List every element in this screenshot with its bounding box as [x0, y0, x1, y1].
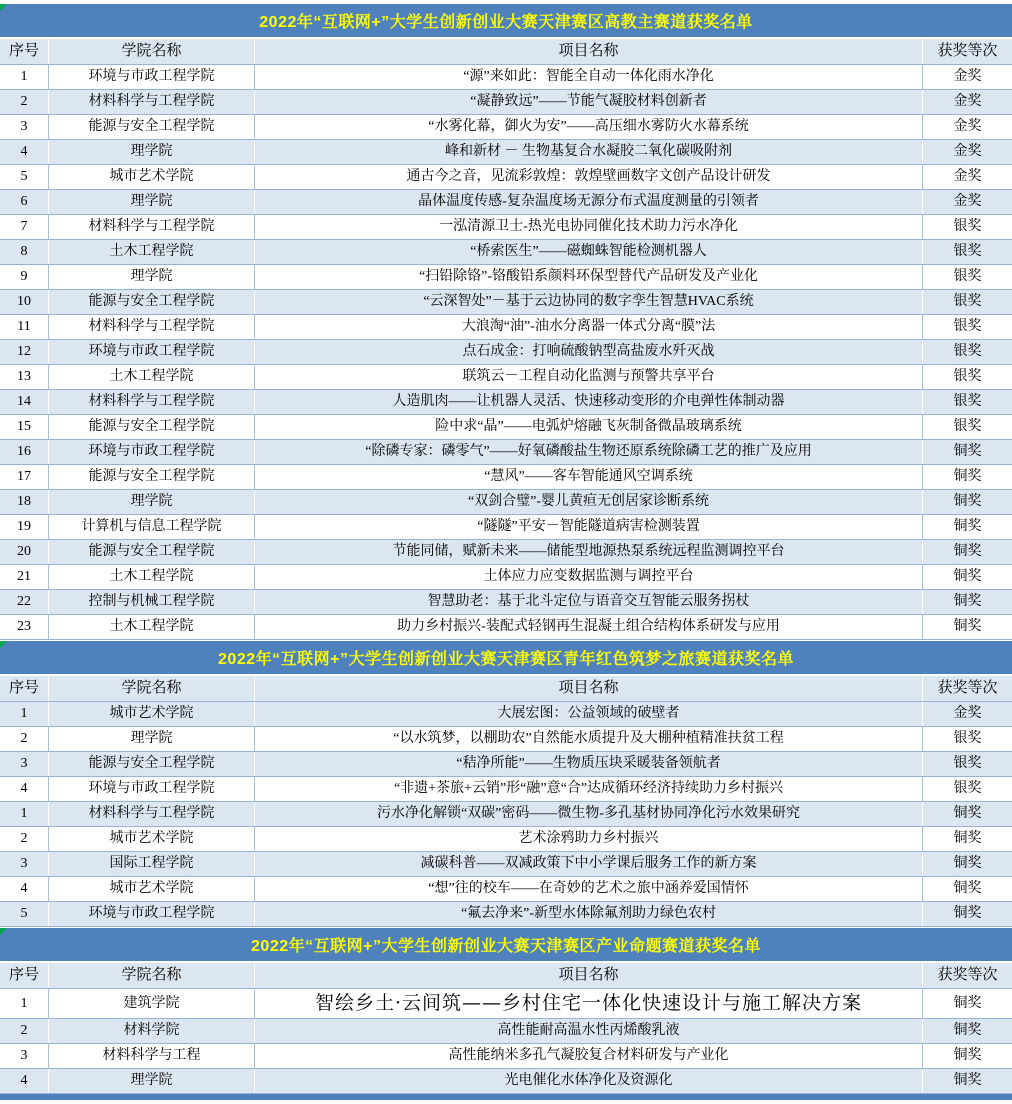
- cell-award[interactable]: 金奖: [922, 165, 1012, 189]
- cell-serial[interactable]: 1: [20, 806, 28, 821]
- cell-serial[interactable]: 4: [20, 881, 28, 896]
- cell-college[interactable]: 理学院: [48, 1069, 254, 1093]
- cell-award[interactable]: 铜奖: [922, 465, 1012, 489]
- column-header-college: 学院名称: [48, 676, 254, 701]
- cell-award[interactable]: 银奖: [922, 290, 1012, 314]
- table-row: [0, 752, 1012, 777]
- table-row: [0, 1069, 1012, 1094]
- table-row: [0, 702, 1012, 727]
- table-row: [0, 1044, 1012, 1069]
- table-row: [0, 540, 1012, 565]
- cell-serial[interactable]: 18: [17, 494, 31, 509]
- cell-serial[interactable]: 5: [20, 169, 28, 184]
- cell-serial[interactable]: 3: [20, 119, 28, 134]
- cell-college[interactable]: 能源与安全工程学院: [48, 752, 254, 776]
- column-header-college: 学院名称: [48, 39, 254, 64]
- column-header-row: [0, 39, 1012, 65]
- section-title: 2022年“互联网+”大学生创新创业大赛天津赛区高教主赛道获奖名单: [259, 14, 753, 31]
- table-row: [0, 365, 1012, 390]
- cell-award[interactable]: 铜奖: [922, 440, 1012, 464]
- column-header-row: [0, 963, 1012, 989]
- table-row: [0, 315, 1012, 340]
- cell-award[interactable]: 银奖: [922, 240, 1012, 264]
- cell-project[interactable]: “想”往的校车——在奇妙的艺术之旅中涵养爱国情怀: [254, 877, 922, 901]
- cell-college[interactable]: 理学院: [48, 140, 254, 164]
- table-row: [0, 465, 1012, 490]
- cell-college[interactable]: 环境与市政工程学院: [48, 65, 254, 89]
- cell-project[interactable]: 联筑云－工程自动化监测与预警共享平台: [254, 365, 922, 389]
- cell-college[interactable]: 材料学院: [48, 1019, 254, 1043]
- table-row: [0, 340, 1012, 365]
- cell-serial[interactable]: 4: [20, 781, 28, 796]
- cell-project[interactable]: 通古今之音，见流彩敦煌：敦煌壁画数字文创产品设计研发: [254, 165, 922, 189]
- cell-college[interactable]: 材料科学与工程学院: [48, 315, 254, 339]
- cell-college[interactable]: 理学院: [48, 190, 254, 214]
- section-title-bar: [0, 928, 1012, 961]
- cell-college[interactable]: 土木工程学院: [48, 240, 254, 264]
- cell-project[interactable]: 点石成金：打响硫酸钠型高盐废水歼灭战: [254, 340, 922, 364]
- cell-project[interactable]: 大浪淘“油”-油水分离器一体式分离“膜”法: [254, 315, 922, 339]
- column-header-award: 获奖等次: [922, 676, 1012, 701]
- cell-serial[interactable]: 3: [20, 856, 28, 871]
- cell-college[interactable]: 理学院: [48, 490, 254, 514]
- green-triangle-icon: [0, 4, 7, 11]
- column-header-college: 学院名称: [48, 963, 254, 988]
- column-header-award: 获奖等次: [922, 963, 1012, 988]
- cell-project[interactable]: “扫铅除铬”-铬酸铅系颜料环保型替代产品研发及产业化: [254, 265, 922, 289]
- green-triangle-icon: [0, 928, 7, 935]
- table-row: [0, 265, 1012, 290]
- cell-serial[interactable]: 12: [17, 344, 31, 359]
- cell-project[interactable]: 高性能耐高温水性丙烯酸乳液: [254, 1019, 922, 1043]
- cell-college[interactable]: 理学院: [48, 727, 254, 751]
- cell-college[interactable]: 环境与市政工程学院: [48, 777, 254, 801]
- cell-project[interactable]: 智绘乡土·云间筑——乡村住宅一体化快速设计与施工解决方案: [254, 989, 922, 1018]
- cell-college[interactable]: 理学院: [48, 265, 254, 289]
- cell-serial[interactable]: 19: [17, 519, 31, 534]
- table-row: [0, 140, 1012, 165]
- cell-project[interactable]: 艺术涂鸦助力乡村振兴: [254, 827, 922, 851]
- section-title-bar: [0, 4, 1012, 37]
- cell-project[interactable]: 节能同储，赋新未来——储能型地源热泵系统远程监测调控平台: [254, 540, 922, 564]
- cell-project[interactable]: “隧隧”平安－智能隧道病害检测装置: [254, 515, 922, 539]
- cell-project[interactable]: 一泓清源卫士-热光电协同催化技术助力污水净化: [254, 215, 922, 239]
- cell-serial[interactable]: 3: [20, 1048, 28, 1063]
- table-row: [0, 515, 1012, 540]
- cell-college[interactable]: 能源与安全工程学院: [48, 290, 254, 314]
- table-row: [0, 390, 1012, 415]
- table-row: [0, 240, 1012, 265]
- column-header-project: 项目名称: [254, 676, 922, 701]
- cell-award[interactable]: 银奖: [922, 215, 1012, 239]
- cell-college[interactable]: 土木工程学院: [48, 615, 254, 639]
- cell-college[interactable]: 材料科学与工程学院: [48, 802, 254, 826]
- cell-college[interactable]: 材料科学与工程学院: [48, 215, 254, 239]
- table-row: [0, 802, 1012, 827]
- column-header-no: 序号: [8, 967, 39, 983]
- cell-college[interactable]: 能源与安全工程学院: [48, 115, 254, 139]
- column-header-no: 序号: [8, 43, 39, 59]
- table-row: [0, 590, 1012, 615]
- cell-project[interactable]: 减碳科普——双减政策下中小学课后服务工作的新方案: [254, 852, 922, 876]
- cell-award[interactable]: 铜奖: [922, 590, 1012, 614]
- table-row: [0, 65, 1012, 90]
- cell-award[interactable]: 铜奖: [922, 989, 1012, 1018]
- cell-award[interactable]: 银奖: [922, 777, 1012, 801]
- cell-serial[interactable]: 1: [20, 706, 28, 721]
- cell-project[interactable]: “以水筑梦，以棚助农”自然能水质提升及大棚种植精准扶贫工程: [254, 727, 922, 751]
- cell-project[interactable]: “源”来如此：智能全自动一体化雨水净化: [254, 65, 922, 89]
- table-row: [0, 165, 1012, 190]
- cell-award[interactable]: 金奖: [922, 115, 1012, 139]
- cell-serial[interactable]: 2: [20, 94, 28, 109]
- cell-serial[interactable]: 15: [17, 419, 31, 434]
- cell-award[interactable]: 铜奖: [922, 615, 1012, 639]
- table-row: [0, 1019, 1012, 1044]
- cell-project[interactable]: 污水净化解锁“双碳”密码——微生物-多孔基材协同净化污水效果研究: [254, 802, 922, 826]
- table-row: [0, 827, 1012, 852]
- section-title: 2022年“互联网+”大学生创新创业大赛天津赛区青年红色筑梦之旅赛道获奖名单: [218, 651, 794, 668]
- cell-project[interactable]: 险中求“晶”——电弧炉熔融飞灰制备微晶玻璃系统: [254, 415, 922, 439]
- cell-award[interactable]: 铜奖: [922, 1019, 1012, 1043]
- cell-project[interactable]: 高性能纳米多孔气凝胶复合材料研发与产业化: [254, 1044, 922, 1068]
- table-row: [0, 615, 1012, 640]
- cell-serial[interactable]: 10: [17, 294, 31, 309]
- cell-project[interactable]: 晶体温度传感-复杂温度场无源分布式温度测量的引领者: [254, 190, 922, 214]
- cell-serial[interactable]: 11: [17, 319, 31, 334]
- cell-award[interactable]: 金奖: [922, 140, 1012, 164]
- cell-serial[interactable]: 4: [20, 1073, 28, 1088]
- cell-college[interactable]: 建筑学院: [48, 989, 254, 1018]
- column-header-award: 获奖等次: [922, 39, 1012, 64]
- cell-project[interactable]: “氟去净来”-新型水体除氟剂助力绿色农村: [254, 902, 922, 926]
- cell-project[interactable]: “秸净所能”——生物质压块采暖装备领航者: [254, 752, 922, 776]
- cell-project[interactable]: “除磷专家：磷零气”——好氧磷酸盐生物还原系统除磷工艺的推广及应用: [254, 440, 922, 464]
- table-row: [0, 215, 1012, 240]
- table-row: [0, 777, 1012, 802]
- column-header-no: 序号: [8, 680, 39, 696]
- table-row: [0, 902, 1012, 927]
- cell-college[interactable]: 能源与安全工程学院: [48, 465, 254, 489]
- cell-award[interactable]: 铜奖: [922, 877, 1012, 901]
- cell-serial[interactable]: 21: [17, 569, 31, 584]
- cell-award[interactable]: 铜奖: [922, 515, 1012, 539]
- cell-award[interactable]: 银奖: [922, 390, 1012, 414]
- cell-award[interactable]: 金奖: [922, 190, 1012, 214]
- cell-college[interactable]: 城市艺术学院: [48, 877, 254, 901]
- cell-project[interactable]: “双剑合璧”-婴儿黄疸无创居家诊断系统: [254, 490, 922, 514]
- cell-serial[interactable]: 3: [20, 756, 28, 771]
- cell-serial[interactable]: 23: [17, 619, 31, 634]
- cell-project[interactable]: 峰和新材 － 生物基复合水凝胶二氧化碳吸附剂: [254, 140, 922, 164]
- cell-serial[interactable]: 22: [17, 594, 31, 609]
- cell-project[interactable]: 人造肌肉——让机器人灵活、快速移动变形的介电弹性体制动器: [254, 390, 922, 414]
- cell-college[interactable]: 土木工程学院: [48, 565, 254, 589]
- cell-serial[interactable]: 13: [17, 369, 31, 384]
- cell-project[interactable]: “桥索医生”——磁蜘蛛智能检测机器人: [254, 240, 922, 264]
- cell-award[interactable]: 金奖: [922, 702, 1012, 726]
- cell-college[interactable]: 土木工程学院: [48, 365, 254, 389]
- table-row: [0, 877, 1012, 902]
- cell-project[interactable]: “慧风”——客车智能通风空调系统: [254, 465, 922, 489]
- cell-award[interactable]: 金奖: [922, 65, 1012, 89]
- cell-college[interactable]: 能源与安全工程学院: [48, 540, 254, 564]
- cell-award[interactable]: 铜奖: [922, 802, 1012, 826]
- table-row: [0, 989, 1012, 1019]
- table-row: [0, 190, 1012, 215]
- cell-college[interactable]: 控制与机械工程学院: [48, 590, 254, 614]
- cell-project[interactable]: “水雾化幕，御火为安”——高压细水雾防火水幕系统: [254, 115, 922, 139]
- table-row: [0, 440, 1012, 465]
- cell-college[interactable]: 国际工程学院: [48, 852, 254, 876]
- cell-project[interactable]: 大展宏图：公益领域的破壁者: [254, 702, 922, 726]
- cell-serial[interactable]: 6: [20, 194, 28, 209]
- next-section-edge: [0, 1094, 1012, 1100]
- table-row: [0, 565, 1012, 590]
- table-row: [0, 490, 1012, 515]
- column-header-project: 项目名称: [254, 39, 922, 64]
- cell-award[interactable]: 金奖: [922, 90, 1012, 114]
- cell-serial[interactable]: 17: [17, 469, 31, 484]
- cell-college[interactable]: 材料科学与工程: [48, 1044, 254, 1068]
- column-header-row: [0, 676, 1012, 702]
- cell-project[interactable]: “凝静致远”——节能气凝胶材料创新者: [254, 90, 922, 114]
- cell-award[interactable]: 银奖: [922, 752, 1012, 776]
- cell-award[interactable]: 银奖: [922, 265, 1012, 289]
- cell-serial[interactable]: 2: [20, 1023, 28, 1038]
- cell-college[interactable]: 环境与市政工程学院: [48, 440, 254, 464]
- cell-serial[interactable]: 2: [20, 731, 28, 746]
- cell-award[interactable]: 银奖: [922, 415, 1012, 439]
- cell-award[interactable]: 银奖: [922, 340, 1012, 364]
- cell-award[interactable]: 铜奖: [922, 540, 1012, 564]
- cell-college[interactable]: 城市艺术学院: [48, 827, 254, 851]
- cell-award[interactable]: 铜奖: [922, 1044, 1012, 1068]
- cell-award[interactable]: 铜奖: [922, 565, 1012, 589]
- cell-serial[interactable]: 9: [20, 269, 28, 284]
- cell-award[interactable]: 银奖: [922, 365, 1012, 389]
- cell-project[interactable]: 光电催化水体净化及资源化: [254, 1069, 922, 1093]
- cell-serial[interactable]: 16: [17, 444, 31, 459]
- cell-serial[interactable]: 14: [17, 394, 31, 409]
- column-header-project: 项目名称: [254, 963, 922, 988]
- table-row: [0, 115, 1012, 140]
- cell-serial[interactable]: 8: [20, 244, 28, 259]
- cell-serial[interactable]: 2: [20, 831, 28, 846]
- cell-college[interactable]: 城市艺术学院: [48, 165, 254, 189]
- cell-college[interactable]: 能源与安全工程学院: [48, 415, 254, 439]
- cell-award[interactable]: 银奖: [922, 315, 1012, 339]
- cell-serial[interactable]: 4: [20, 144, 28, 159]
- cell-college[interactable]: 环境与市政工程学院: [48, 340, 254, 364]
- table-row: [0, 290, 1012, 315]
- cell-college[interactable]: 城市艺术学院: [48, 702, 254, 726]
- cell-project[interactable]: 土体应力应变数据监测与调控平台: [254, 565, 922, 589]
- cell-serial[interactable]: 5: [20, 906, 28, 921]
- cell-award[interactable]: 铜奖: [922, 902, 1012, 926]
- table-row: [0, 90, 1012, 115]
- green-triangle-icon: [0, 641, 7, 648]
- cell-serial[interactable]: 1: [20, 996, 28, 1011]
- cell-college[interactable]: 材料科学与工程学院: [48, 90, 254, 114]
- section-title: 2022年“互联网+”大学生创新创业大赛天津赛区产业命题赛道获奖名单: [251, 938, 761, 955]
- cell-serial[interactable]: 20: [17, 544, 31, 559]
- table-row: [0, 415, 1012, 440]
- cell-college[interactable]: 计算机与信息工程学院: [48, 515, 254, 539]
- cell-award[interactable]: 铜奖: [922, 1069, 1012, 1093]
- section-title-bar: [0, 641, 1012, 674]
- cell-award[interactable]: 铜奖: [922, 827, 1012, 851]
- cell-project[interactable]: 智慧助老：基于北斗定位与语音交互智能云服务拐杖: [254, 590, 922, 614]
- cell-college[interactable]: 材料科学与工程学院: [48, 390, 254, 414]
- cell-project[interactable]: “非遗+茶旅+云销”形“融”意“合”达成循环经济持续助力乡村振兴: [254, 777, 922, 801]
- cell-serial[interactable]: 1: [20, 69, 28, 84]
- cell-serial[interactable]: 7: [20, 219, 28, 234]
- cell-award[interactable]: 铜奖: [922, 490, 1012, 514]
- cell-project[interactable]: 助力乡村振兴-装配式轻钢再生混凝土组合结构体系研发与应用: [254, 615, 922, 639]
- table-row: [0, 727, 1012, 752]
- table-row: [0, 852, 1012, 877]
- cell-award[interactable]: 铜奖: [922, 852, 1012, 876]
- cell-college[interactable]: 环境与市政工程学院: [48, 902, 254, 926]
- cell-project[interactable]: “云深智处”－基于云边协同的数字孪生智慧HVAC系统: [254, 290, 922, 314]
- cell-award[interactable]: 银奖: [922, 727, 1012, 751]
